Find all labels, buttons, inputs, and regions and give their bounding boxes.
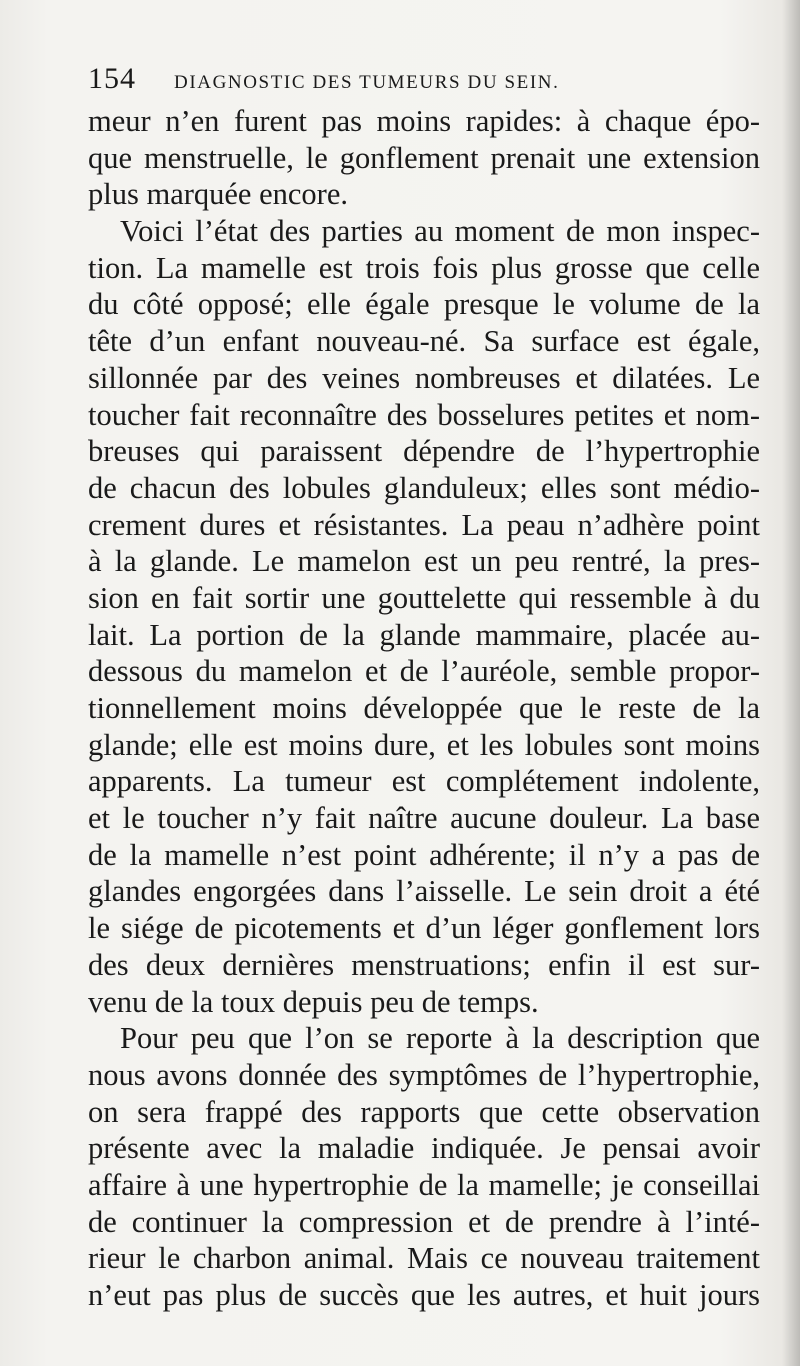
text-line: sillonnée par des veines nombreuses et dilatées. Le [88,360,760,395]
text-line: plus marquée encore. [88,177,348,212]
text-line: de la mamelle n’est point adhérente; il n’y a pas de [88,837,760,872]
text-line: meur n’en furent pas moins rapides: à chaque épo- [88,104,760,138]
text-line: glandes engorgées dans l’aisselle. Le sein droit a été [88,874,760,909]
text-line: Pour peu que l’on se reporte à la description que [120,1021,760,1056]
text-line: à la glande. Le mamelon est un peu rentré, la pres- [88,544,760,579]
text-line: dessous du mamelon et de l’auréole, semble propor- [88,654,760,689]
text-line: glande; elle est moins dure, et les lobules sont moins [88,727,760,762]
text-line: apparents. La tumeur est complétement indolente, [88,764,760,799]
text-line: du côté opposé; elle égale presque le volume de la [88,287,760,322]
text-line: toucher fait reconnaître des bosselures petites et nom- [88,397,760,432]
text-line: de chacun des lobules glanduleux; elles sont médio- [88,470,760,505]
text-line: des deux dernières menstruations; enfin il est sur- [88,947,760,982]
text-line: on sera frappé des rapports que cette observation [88,1094,760,1129]
running-title: DIAGNOSTIC DES TUMEURS DU SEIN. [174,72,560,93]
text-line: présente avec la maladie indiquée. Je pensai avoir [88,1131,760,1166]
text-line: n’eut pas plus de succès que les autres, et huit jours [88,1278,760,1312]
text-line: breuses qui paraissent dépendre de l’hypertrophie [88,434,760,469]
text-line: sion en fait sortir une gouttelette qui ressemble à du [88,580,760,615]
page-header [88,62,768,102]
text-line: nous avons donnée des symptômes de l’hypertrophie, [88,1057,760,1092]
text-line: Voici l’état des parties au moment de mon inspec- [120,214,760,249]
text-line: rieur le charbon animal. Mais ce nouveau traitement [88,1241,760,1276]
text-line: le siége de picotements et d’un léger gonflement lors [88,911,760,946]
text-line: crement dures et résistantes. La peau n’adhère point [88,507,760,542]
body-text [88,103,760,1314]
text-line: tête d’un enfant nouveau-né. Sa surface est égale, [88,324,760,359]
page-number: 154 [88,62,136,95]
text-line: affaire à une hypertrophie de la mamelle; je conseillai [88,1167,760,1202]
text-line: que menstruelle, le gonflement prenait une extension [88,140,760,175]
text-line: tion. La mamelle est trois fois plus grosse que celle [88,250,760,285]
page-edge-shadow [782,0,800,1366]
text-line: lait. La portion de la glande mammaire, placée au- [88,617,760,652]
text-line: de continuer la compression et de prendre à l’inté- [88,1204,760,1239]
text-line: venu de la toux depuis peu de temps. [88,984,539,1019]
text-line: et le toucher n’y fait naître aucune douleur. La base [88,801,760,836]
text-line: tionnellement moins développée que le reste de la [88,691,760,725]
